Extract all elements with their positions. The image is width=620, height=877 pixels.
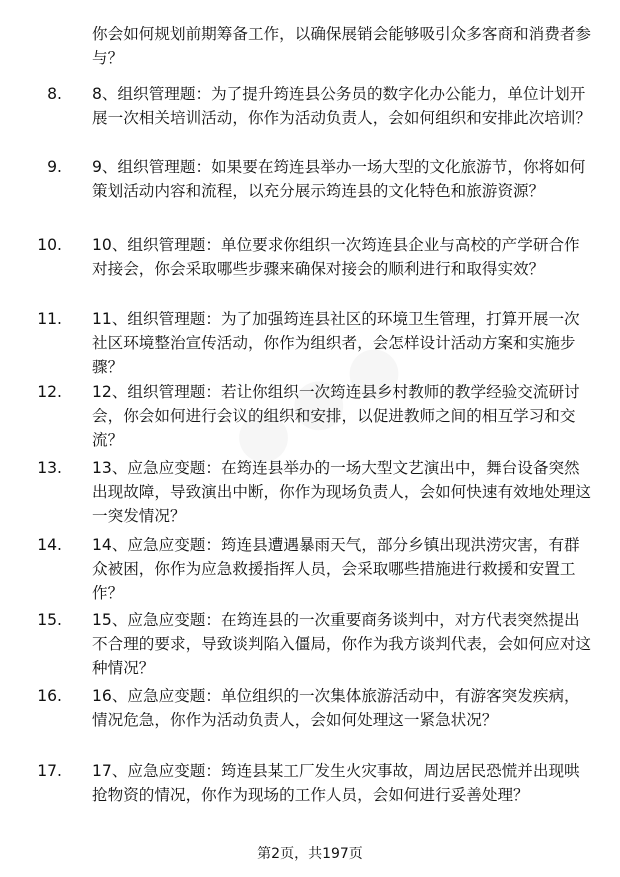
list-item-number: 9.	[47, 158, 62, 176]
list-item-text: 12、组织管理题：若让你组织一次筠连县乡村教师的教学经验交流研讨会，你会如何进行会议的组织和安排，以促进教师之间的相互学习和交流？	[92, 383, 580, 449]
page-footer: 第2页，共197页	[257, 846, 363, 862]
list-item-text: 16、应急应变题：单位组织的一次集体旅游活动中，有游客突发疾病，情况危急，你作为活动负责人，会如何处理这一紧急状况？	[92, 687, 580, 729]
list-item-number: 10.	[37, 236, 62, 254]
list-item-text: 11、组织管理题：为了加强筠连县社区的环境卫生管理，打算开展一次社区环境整治宣传活动，你作为组织者，会怎样设计活动方案和实施步骤？	[92, 310, 580, 376]
list-item-number: 13.	[37, 459, 62, 477]
list-item-number: 8.	[47, 85, 62, 103]
list-item-text: 15、应急应变题：在筠连县的一次重要商务谈判中，对方代表突然提出不合理的要求，导致谈判陷入僵局，你作为我方谈判代表，会如何应对这种情况？	[92, 611, 592, 677]
list-item-number: 12.	[37, 383, 62, 401]
continuation-paragraph: 你会如何规划前期筹备工作，以确保展销会能够吸引众多客商和消费者参与？	[92, 25, 592, 67]
list-item-number: 16.	[37, 687, 62, 705]
list-item-text: 10、组织管理题：单位要求你组织一次筠连县企业与高校的产学研合作对接会，你会采取哪些步骤来确保对接会的顺利进行和取得实效？	[92, 236, 580, 278]
list-item-text: 13、应急应变题：在筠连县举办的一场大型文艺演出中，舞台设备突然出现故障，导致演出中断，你作为现场负责人，会如何快速有效地处理这一突发情况？	[92, 459, 592, 525]
list-item-text: 14、应急应变题：筠连县遭遇暴雨天气，部分乡镇出现洪涝灾害，有群众被困，你作为应急救援指挥人员，会采取哪些措施进行救援和安置工作？	[92, 536, 580, 602]
list-item-text: 8、组织管理题：为了提升筠连县公务员的数字化办公能力，单位计划开展一次相关培训活动，你作为活动负责人，会如何组织和安排此次培训？	[92, 85, 592, 127]
list-item-text: 17、应急应变题：筠连县某工厂发生火灾事故，周边居民恐慌并出现哄抢物资的情况，你作为现场的工作人员，会如何进行妥善处理？	[92, 762, 580, 804]
list-item-number: 17.	[37, 762, 62, 780]
list-item-text: 9、组织管理题：如果要在筠连县举办一场大型的文化旅游节，你将如何策划活动内容和流程，以充分展示筠连县的文化特色和旅游资源？	[92, 158, 586, 200]
list-item-number: 11.	[37, 310, 62, 328]
list-item-number: 14.	[37, 536, 62, 554]
list-item-number: 15.	[37, 611, 62, 629]
